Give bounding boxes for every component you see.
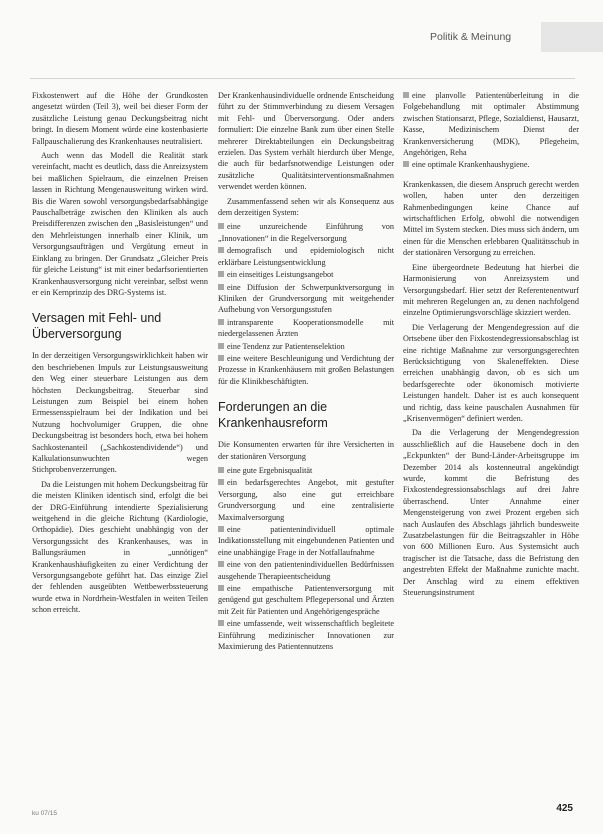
square-bullet-icon <box>218 223 224 229</box>
list-item-text: eine gute Ergebnisqualität <box>227 465 313 475</box>
bullet-list <box>403 90 579 171</box>
paragraph: Zusammenfassend sehen wir als Konsequenz aus dem derzeitigen System: <box>218 196 394 218</box>
list-item <box>218 221 394 244</box>
subheading: Forderungen an die Krankenhausreform <box>218 400 328 431</box>
list-item <box>218 317 394 340</box>
page-rule <box>30 78 575 79</box>
square-bullet-icon <box>218 247 224 253</box>
list-item <box>218 245 394 268</box>
bullet-list <box>218 465 394 653</box>
list-item <box>403 90 579 158</box>
list-item <box>218 282 394 316</box>
list-item <box>218 269 394 280</box>
list-item-text: intransparente Kooperationsmodelle mit niedergelassenen Ärzten <box>218 317 394 339</box>
square-bullet-icon <box>218 319 224 325</box>
list-item-text: ein einseitiges Leistungsangebot <box>227 270 334 280</box>
paragraph: Auch wenn das Modell die Realität stark vereinfacht, macht es deutlich, dass die Anreizsystem bei maßlichen Spielraum, die einzelnen Preisen lassen in Richtung Mengenausweitung wirken wird. Bis die Waren sowohl versorgungsbedarfsabhängige Pauschalbeträge zwischen den Kliniken als auch Preisdifferenzen zwischen den „Basisleistungen“ und den Mehrleistungen innerhalb einer Klinik, um Versorgungsaufträgen und Vergütung erneut in Einklang zu bringen. Der Grundsatz „Gleicher Preis für gleiche Leistung“ ist mit einer bedarfsorientierten Krankenhausversorgung nicht vereinbar, selbst wenn er ein Kernprinzip des DRG-Systems ist. <box>32 151 208 297</box>
list-item-text: eine patientenindividuell optimale Indikationsstellung mit eingebundenen Patienten und eine unabhängige Frage in der Notfallaufnahme <box>218 525 394 557</box>
list-item <box>218 583 394 617</box>
square-bullet-icon <box>218 585 224 591</box>
list-item-text: eine planvolle Patientenüberleitung in die Folgebehandlung mit optimaler Abstimmung zwischen Stationsarzt, Pflege, Sozialdienst, Hausarzt, Kasse, Medizinischem Dienst der Krankenversicherung (MDK), Pflegeheim, Angehörigen, Reha <box>403 91 579 158</box>
square-bullet-icon <box>218 620 224 626</box>
list-item <box>218 618 394 652</box>
paragraph: Die Konsumenten erwarten für ihre Versicherten in der stationären Versorgung <box>218 440 394 461</box>
square-bullet-icon <box>218 467 224 473</box>
square-bullet-icon <box>218 271 224 277</box>
list-item <box>218 353 394 387</box>
list-item-text: eine Diffusion der Schwerpunktversorgung in Kliniken der Grundversorgung mit weitgehender Aufhebung von Versorgungsstufen <box>218 282 394 315</box>
square-bullet-icon <box>218 526 224 532</box>
column-1 <box>32 90 208 619</box>
paragraph: In der derzeitigen Versorgungswirklichkeit haben wir den beschriebenen Impuls zur Leistungsausweitung den Weg einer steuerbare Leistungen aus dem höchsten Deckungsbeitrag. Steuerbar sind Leistungen zum Beispiel bei einem hohen Ermessensspielraum bei der Indikation und bei Nutzung hochvolumiger Gruppen, die ohne Deckungsbeitrag ist besonders hoch, etwa bei hohem Sachkostenanteil („Sachkostendividende“) und Kalkulationsunwuchten wegen Stichprobenverzerrungen. <box>32 351 208 475</box>
page-number: 425 <box>556 803 573 814</box>
column-3 <box>403 90 579 601</box>
paragraph: Da die Leistungen mit hohem Deckungsbeitrag für die meisten Kliniken identisch sind, erfolgt die bei der DRG-Einführung intendierte Spezialisierung weitgehend in die gleiche Richtung (Kardiologie, Orthopädie). Dies geschieht unabhängig von der Versorgungssicht des Krankenhauses, was in Ballungsräumen in „unnötigen“ Krankenhaushäufigkeiten zu einer Verdichtung der Versorgungsangebote geführt hat. Das einzige Ziel der fehlenden ausgeübten Wettbewerbssteuerung wurde etwa in Nordrhein-Westfalen in weiten Teilen schon erreicht. <box>32 479 208 615</box>
list-item <box>218 341 394 352</box>
list-item-text: eine umfassende, weit wissenschaftlich begleitete Einführung medizinischer Innovationen zur Maximierung des Patientennutzens <box>218 619 394 652</box>
section-label: Politik & Meinung <box>430 31 512 43</box>
list-item-text: ein bedarfsgerechtes Angebot, mit gestufter Versorgung, also eine gut erreichbare Grundversorgung und eine zentralisierte Maximalversorgung <box>218 478 394 522</box>
square-bullet-icon <box>403 92 409 98</box>
list-item <box>218 465 394 476</box>
square-bullet-icon <box>218 479 224 485</box>
square-bullet-icon <box>218 355 224 361</box>
list-item-text: demografisch und epidemiologisch nicht erklärbare Leistungsentwicklung <box>218 246 394 267</box>
square-bullet-icon <box>218 343 224 349</box>
paragraph: Fixkostenwert auf die Höhe der Grundkosten angesetzt würden (Teil 3), weil bei dieser Form der zusätzliche Leistung genau Deckungsbeitrag nicht bringt. In diesem Moment würde eine kostenbasierte Fallpauschalierung des Krankenhauses neutralisiert. <box>32 91 208 146</box>
list-item <box>218 477 394 523</box>
subheading: Versagen mit Fehl- und Überversorgung <box>32 311 162 342</box>
paragraph: Da die Verlagerung der Mengendegression ausschließlich auf die Hausebene doch in den „Eckpunkten“ der Bund-Länder-Arbeitsgruppe im Dezember 2014 als kostenneutral angekündigt wurde, kommt die Befristung des Fixkostendegressionsabschlags auf drei Jahre überraschend. Unter Annahme einer Mengensteigerung von zwei Prozent ergeben sich nach Auslaufen des Abschlags jährlich bundesweite Zusatzbelastungen für die Beitragszahler in Höhe von 600 Millionen Euro. Aus Systemsicht auch tragischer ist die Tatsache, dass die Befristung den angestrebten Effekt der Maßnahme zunichte macht. Der Anschlag wird zu einem effektiven Steuerungsinstrument <box>403 428 579 598</box>
square-bullet-icon <box>218 561 224 567</box>
paragraph: Krankenkassen, die diesem Anspruch gerecht werden wollen, haben unter den derzeitigen Rahmenbedingungen keine Chance auf wirtschaftlichen Erfolg, obwohl die notwendigen Mittel im System stecken. Dies muss sich ändern, um einen für die Menschen erlebbaren Qualitätsschub in der stationären Versorgung zu erreichen. <box>403 179 579 258</box>
paragraph: Die Verlagerung der Mengendegression auf die Ortsebene über den Fixkostendegressionsabschlag ist eine richtige Maßnahme zur versorgungsgerechten Berücksichtigung von Skaleneffekten. Diese erreichen unabhängig davon, ob es sich um bedarfsgerechte oder ökonomisch motivierte Leistungen handelt. Daher ist es auch konsequent und richtig, dass keine pauschalen Ausnahmen für „Krisenvermögen“ definiert werden. <box>403 322 579 423</box>
list-item-text: eine unzureichende Einführung von „Innovationen“ in die Regelversorgung <box>218 222 394 243</box>
list-item-text: eine Tendenz zur Patientenselektion <box>227 341 345 351</box>
paragraph: Der Krankenhausindividuelle ordnende Entscheidung führt zu der Stimmverbindung zu diesem Versagen mit Fehl- und Überversorgung. Oder anders formuliert: Die einzelne Bank zum über einen Stelle mehrerer Direktabteilungen ein Deckungsbeitrag erzielen. Das System verhält hierdurch über Menge, die auch für bedarfsnotwendige Leistungen oder zusätzliche Qualitätsinterventionsmaßnahmen verwendet werden können. <box>218 91 394 192</box>
paragraph: Eine übergeordnete Bedeutung hat hierbei die Harmonisierung von Anreizsystem und Versorgungsbedarf. Hier setzt der Referentenentwurf mit mehreren Regelungen an, zu denen nachfolgend einzelne Optimierungsvorschläge skizziert werden. <box>403 262 579 318</box>
list-item <box>218 524 394 558</box>
footer-issue: ku 07/15 <box>32 810 57 817</box>
square-bullet-icon <box>403 161 409 167</box>
column-2 <box>218 90 394 653</box>
list-item-text: eine weitere Beschleunigung und Verdichtung der Prozesse in Krankenhäusern mit großen Belastungen für die Klinikbeschäftigten. <box>218 353 394 386</box>
square-bullet-icon <box>218 284 224 290</box>
list-item-text: eine empathische Patientenversorgung mit genügend gut geschultem Pflegepersonal und Ärzten mit Zeit für Patienten und Angehörigengespräche <box>218 584 394 616</box>
bullet-list <box>218 221 394 387</box>
list-item <box>218 559 394 582</box>
list-item <box>403 159 579 170</box>
list-item-text: eine von den patientenindividuellen Bedürfnissen ausgehende Therapieentscheidung <box>218 560 394 581</box>
list-item-text: eine optimale Krankenhaushygiene. <box>412 160 530 170</box>
